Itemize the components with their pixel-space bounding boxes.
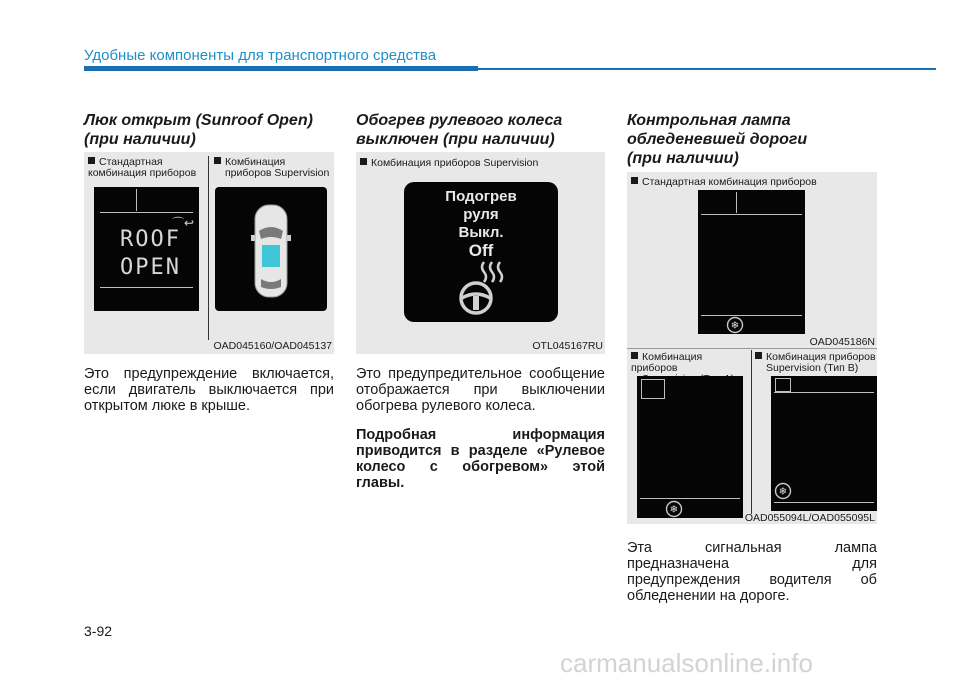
lcd-divider xyxy=(136,189,137,211)
sunroof-description xyxy=(84,366,334,414)
page-number: 3-92 xyxy=(84,623,113,639)
lcd-text-roof: ROOF xyxy=(120,227,181,252)
figure-code-bottom: OAD055094L/OAD055095L xyxy=(744,512,875,524)
figure-label-supervision xyxy=(360,158,538,169)
label-line: Комбинация xyxy=(225,156,286,168)
screen-line: руля xyxy=(463,206,499,223)
figure-separator xyxy=(627,348,877,349)
body-line: главы. xyxy=(356,475,405,491)
square-bullet-icon xyxy=(360,158,367,165)
label-line: приборов Supervision xyxy=(225,167,330,179)
car-top-view-icon xyxy=(215,187,327,311)
sunroof-lcd-icon: ⌒↩ xyxy=(172,216,195,230)
square-bullet-icon xyxy=(755,352,762,359)
screen-line: Off xyxy=(468,241,494,260)
heading-line: Люк открыт (Sunroof Open) xyxy=(84,112,313,129)
figure-label-standard xyxy=(88,157,210,179)
svg-text:❄: ❄ xyxy=(669,504,679,516)
square-bullet-icon xyxy=(631,352,638,359)
section-title: Удобные компоненты для транспортного средства xyxy=(84,47,437,64)
label-line: Стандартная xyxy=(99,156,163,168)
body-line: Подробная информация xyxy=(356,427,605,443)
body-line: обогрева рулевого колеса. xyxy=(356,398,536,414)
body-line: приводится в разделе «Рулевое xyxy=(356,443,605,459)
steering-heat-heading xyxy=(356,111,606,149)
figure-label-supervision xyxy=(214,157,334,179)
snowflake-icon xyxy=(774,482,792,500)
figure-label-type-b xyxy=(755,352,877,374)
supervision-type-b-screen xyxy=(771,376,877,511)
heading-line: Обогрев рулевого колеса xyxy=(356,112,563,129)
heading-line: выключен (при наличии) xyxy=(356,131,555,148)
steering-heat-screen xyxy=(404,182,558,322)
svg-text:❄: ❄ xyxy=(778,486,788,498)
figure-code-top: OAD045186N xyxy=(809,336,875,348)
standard-cluster-screen xyxy=(698,190,805,334)
lcd-divider xyxy=(736,192,737,213)
figure-divider xyxy=(208,156,209,340)
lcd-divider xyxy=(701,315,802,316)
body-line: Это предупредительное сообщение xyxy=(356,366,605,382)
standard-cluster-screen xyxy=(94,187,199,311)
snowflake-icon xyxy=(726,316,744,334)
sunroof-heading xyxy=(84,111,334,149)
heading-line: обледеневшей дороги xyxy=(627,131,808,148)
snowflake-icon xyxy=(665,500,683,518)
body-line: колесо с обогревом» этой xyxy=(356,459,605,475)
sunroof-figure xyxy=(84,152,334,354)
body-line: обледенении на дороге. xyxy=(627,588,790,604)
screen-line: Выкл. xyxy=(458,224,504,241)
icy-road-heading xyxy=(627,111,877,168)
lcd-divider xyxy=(640,498,740,499)
heading-line: Контрольная лампа xyxy=(627,112,791,129)
screen-message xyxy=(404,188,558,260)
header-bar xyxy=(84,66,478,71)
label-line: Supervision (Тип B) xyxy=(766,362,859,374)
lcd-text-open: OPEN xyxy=(120,255,181,280)
label-line: Стандартная комбинация приборов xyxy=(642,176,817,188)
figure-label-standard xyxy=(631,177,817,188)
square-bullet-icon xyxy=(214,157,221,164)
body-line: Эта сигнальная лампа xyxy=(627,540,877,556)
lcd-divider xyxy=(100,287,193,288)
body-line: открытом люке в крыше. xyxy=(84,398,250,414)
body-line: Это предупреждение включается, xyxy=(84,366,334,382)
body-line: предназначена для xyxy=(627,556,877,572)
lcd-divider xyxy=(774,502,874,503)
body-line: если двигатель выключается при xyxy=(84,382,334,398)
figure-code: OAD045160/OAD045137 xyxy=(213,340,332,352)
supervision-cluster-screen xyxy=(215,187,327,311)
heated-steering-wheel-icon xyxy=(454,260,514,318)
label-line: Комбинация приборов xyxy=(631,351,703,374)
lcd-frame xyxy=(775,378,791,392)
header-rule xyxy=(478,68,936,70)
lcd-divider xyxy=(774,392,874,393)
body-line: отображается при выключении xyxy=(356,382,605,398)
label-line: Комбинация приборов Supervision xyxy=(371,157,539,169)
supervision-type-a-screen xyxy=(637,376,743,518)
figure-divider xyxy=(751,350,752,514)
steering-heat-description xyxy=(356,366,605,414)
watermark: carmanualsonline.info xyxy=(560,648,813,678)
label-line: Комбинация приборов xyxy=(766,351,876,363)
figure-code: OTL045167RU xyxy=(532,340,603,352)
square-bullet-icon xyxy=(631,177,638,184)
icy-road-figure xyxy=(627,172,877,524)
lcd-frame xyxy=(641,379,665,399)
body-line: предупреждения водителя об xyxy=(627,572,877,588)
lcd-divider xyxy=(701,214,802,215)
square-bullet-icon xyxy=(88,157,95,164)
heading-line: (при наличии) xyxy=(627,150,739,167)
svg-text:❄: ❄ xyxy=(730,320,740,332)
screen-line: Подогрев xyxy=(445,188,517,205)
steering-heat-figure xyxy=(356,152,605,354)
label-line: комбинация приборов xyxy=(88,167,197,179)
steering-heat-reference xyxy=(356,427,605,491)
icy-road-description xyxy=(627,540,877,604)
heading-line: (при наличии) xyxy=(84,131,196,148)
lcd-divider xyxy=(100,212,193,213)
